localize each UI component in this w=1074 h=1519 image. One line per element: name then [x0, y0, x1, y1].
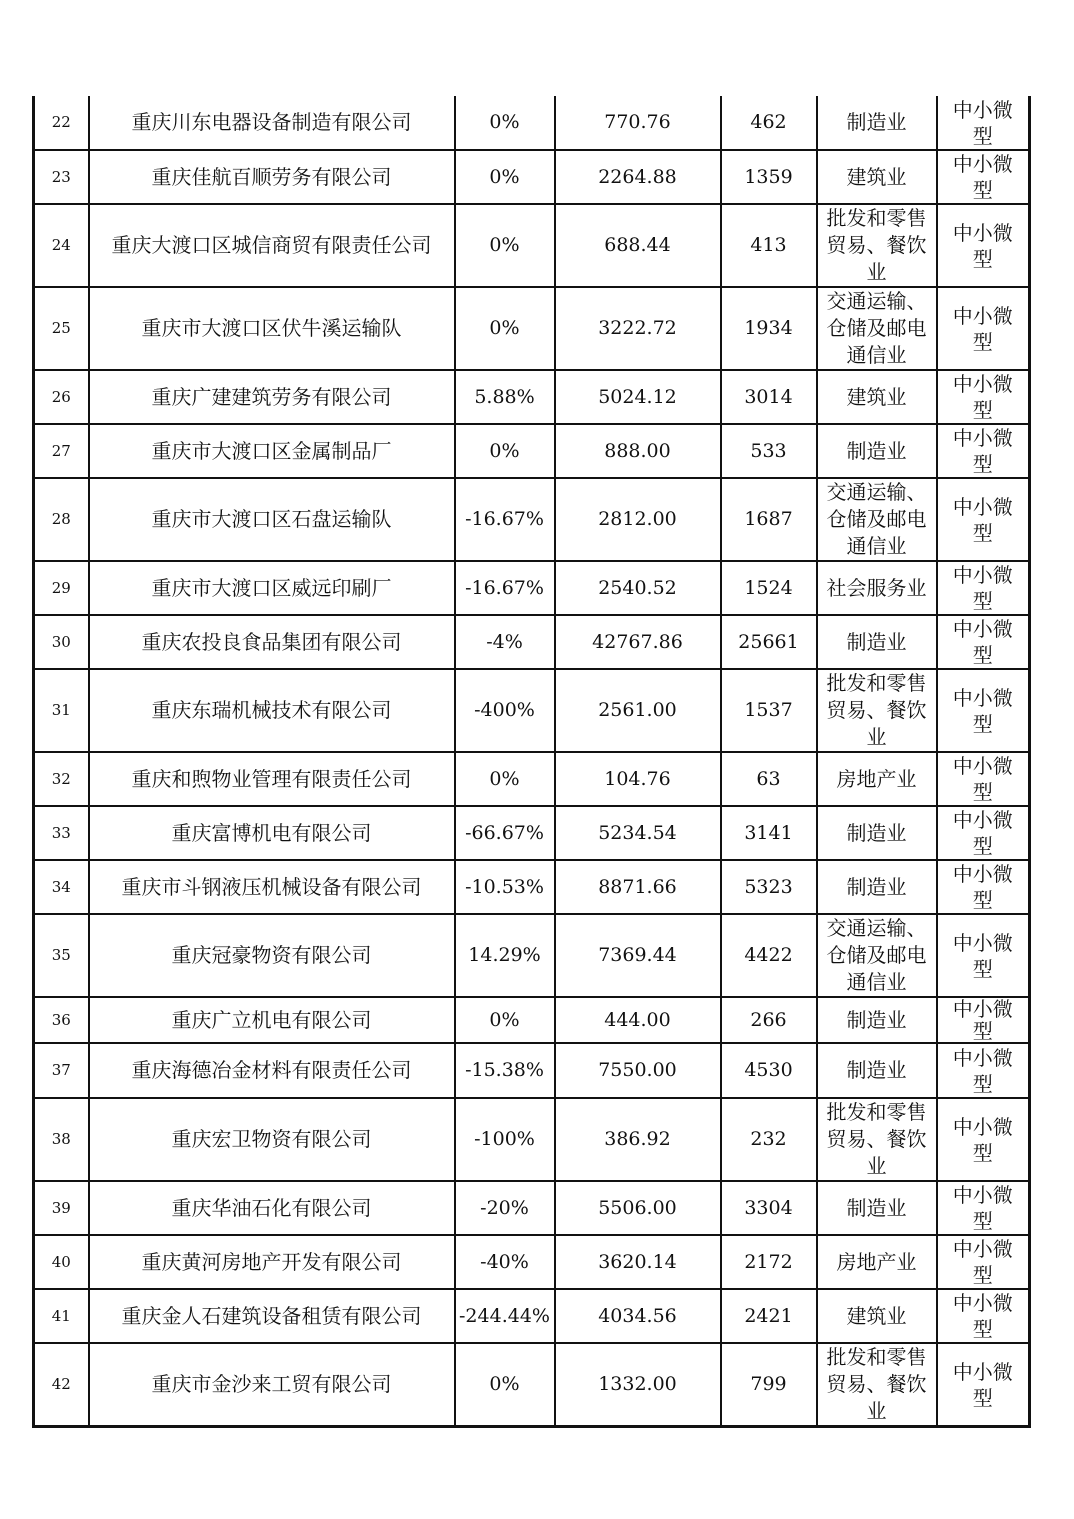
change-rate-cell: 0%	[455, 287, 555, 370]
count-value-cell: 25661	[721, 615, 817, 669]
count-value-cell: 3141	[721, 806, 817, 860]
amount-value-cell: 386.92	[555, 1098, 721, 1181]
count-value-cell: 266	[721, 997, 817, 1043]
count-value-cell: 4530	[721, 1043, 817, 1098]
amount-value-cell: 8871.66	[555, 860, 721, 914]
table-row	[34, 478, 1030, 561]
row-number-cell: 32	[34, 752, 89, 806]
amount-value-cell: 4034.56	[555, 1289, 721, 1343]
table-row	[34, 1343, 1030, 1427]
industry-type-cell: 批发和零售贸易、餐饮业	[817, 204, 937, 287]
count-value-cell: 1537	[721, 669, 817, 752]
change-rate-cell: 0%	[455, 96, 555, 150]
change-rate-cell: -10.53%	[455, 860, 555, 914]
table-row	[34, 860, 1030, 914]
enterprise-size-cell: 中小微型	[937, 1098, 1030, 1181]
enterprise-size-cell: 中小微型	[937, 478, 1030, 561]
table-row	[34, 424, 1030, 478]
enterprise-size-cell: 中小微型	[937, 370, 1030, 424]
change-rate-cell: -16.67%	[455, 478, 555, 561]
company-name-cell: 重庆华油石化有限公司	[89, 1181, 455, 1235]
enterprise-size-cell: 中小微型	[937, 860, 1030, 914]
company-name-cell: 重庆广建建筑劳务有限公司	[89, 370, 455, 424]
change-rate-cell: -400%	[455, 669, 555, 752]
amount-value-cell: 7369.44	[555, 914, 721, 997]
enterprise-size-cell: 中小微型	[937, 287, 1030, 370]
count-value-cell: 2172	[721, 1235, 817, 1289]
change-rate-cell: -100%	[455, 1098, 555, 1181]
change-rate-cell: 14.29%	[455, 914, 555, 997]
industry-type-cell: 交通运输、仓储及邮电通信业	[817, 478, 937, 561]
amount-value-cell: 1332.00	[555, 1343, 721, 1427]
count-value-cell: 2421	[721, 1289, 817, 1343]
table-row	[34, 806, 1030, 860]
industry-type-cell: 制造业	[817, 860, 937, 914]
industry-type-cell: 社会服务业	[817, 561, 937, 615]
change-rate-cell: 0%	[455, 1343, 555, 1427]
enterprise-size-cell: 中小微型	[937, 806, 1030, 860]
count-value-cell: 63	[721, 752, 817, 806]
table-row	[34, 1235, 1030, 1289]
amount-value-cell: 5234.54	[555, 806, 721, 860]
count-value-cell: 1687	[721, 478, 817, 561]
company-name-cell: 重庆宏卫物资有限公司	[89, 1098, 455, 1181]
company-name-cell: 重庆金人石建筑设备租赁有限公司	[89, 1289, 455, 1343]
company-name-cell: 重庆佳航百顺劳务有限公司	[89, 150, 455, 204]
row-number-cell: 30	[34, 615, 89, 669]
change-rate-cell: 0%	[455, 997, 555, 1043]
company-name-cell: 重庆富博机电有限公司	[89, 806, 455, 860]
enterprise-size-cell: 中小微型	[937, 1289, 1030, 1343]
count-value-cell: 5323	[721, 860, 817, 914]
industry-type-cell: 制造业	[817, 424, 937, 478]
row-number-cell: 41	[34, 1289, 89, 1343]
change-rate-cell: -66.67%	[455, 806, 555, 860]
row-number-cell: 33	[34, 806, 89, 860]
row-number-cell: 31	[34, 669, 89, 752]
amount-value-cell: 688.44	[555, 204, 721, 287]
table-row	[34, 1043, 1030, 1098]
count-value-cell: 1934	[721, 287, 817, 370]
enterprise-size-cell: 中小微型	[937, 914, 1030, 997]
company-name-cell: 重庆市大渡口区金属制品厂	[89, 424, 455, 478]
industry-type-cell: 建筑业	[817, 1289, 937, 1343]
count-value-cell: 4422	[721, 914, 817, 997]
amount-value-cell: 2540.52	[555, 561, 721, 615]
enterprise-size-cell: 中小微型	[937, 669, 1030, 752]
industry-type-cell: 建筑业	[817, 370, 937, 424]
enterprise-size-cell: 中小微型	[937, 1181, 1030, 1235]
amount-value-cell: 444.00	[555, 997, 721, 1043]
industry-type-cell: 批发和零售贸易、餐饮业	[817, 1343, 937, 1427]
row-number-cell: 38	[34, 1098, 89, 1181]
count-value-cell: 3304	[721, 1181, 817, 1235]
row-number-cell: 29	[34, 561, 89, 615]
industry-type-cell: 制造业	[817, 1043, 937, 1098]
enterprise-size-cell: 中小微型	[937, 997, 1030, 1043]
company-name-cell: 重庆和煦物业管理有限责任公司	[89, 752, 455, 806]
amount-value-cell: 2264.88	[555, 150, 721, 204]
count-value-cell: 462	[721, 96, 817, 150]
change-rate-cell: -244.44%	[455, 1289, 555, 1343]
industry-type-cell: 制造业	[817, 615, 937, 669]
industry-type-cell: 建筑业	[817, 150, 937, 204]
amount-value-cell: 42767.86	[555, 615, 721, 669]
table-row	[34, 615, 1030, 669]
amount-value-cell: 7550.00	[555, 1043, 721, 1098]
amount-value-cell: 104.76	[555, 752, 721, 806]
amount-value-cell: 2812.00	[555, 478, 721, 561]
change-rate-cell: 0%	[455, 150, 555, 204]
change-rate-cell: -4%	[455, 615, 555, 669]
change-rate-cell: 5.88%	[455, 370, 555, 424]
table-row	[34, 204, 1030, 287]
row-number-cell: 36	[34, 997, 89, 1043]
company-name-cell: 重庆广立机电有限公司	[89, 997, 455, 1043]
industry-type-cell: 批发和零售贸易、餐饮业	[817, 669, 937, 752]
enterprise-size-cell: 中小微型	[937, 615, 1030, 669]
count-value-cell: 413	[721, 204, 817, 287]
count-value-cell: 1524	[721, 561, 817, 615]
company-name-cell: 重庆农投良食品集团有限公司	[89, 615, 455, 669]
table-body	[34, 96, 1030, 1427]
company-name-cell: 重庆市大渡口区伏牛溪运输队	[89, 287, 455, 370]
change-rate-cell: 0%	[455, 204, 555, 287]
change-rate-cell: -16.67%	[455, 561, 555, 615]
industry-type-cell: 制造业	[817, 96, 937, 150]
industry-type-cell: 交通运输、仓储及邮电通信业	[817, 287, 937, 370]
count-value-cell: 1359	[721, 150, 817, 204]
company-name-cell: 重庆冠豪物资有限公司	[89, 914, 455, 997]
row-number-cell: 39	[34, 1181, 89, 1235]
enterprise-size-cell: 中小微型	[937, 1043, 1030, 1098]
company-name-cell: 重庆川东电器设备制造有限公司	[89, 96, 455, 150]
enterprise-size-cell: 中小微型	[937, 204, 1030, 287]
industry-type-cell: 制造业	[817, 806, 937, 860]
change-rate-cell: 0%	[455, 752, 555, 806]
row-number-cell: 34	[34, 860, 89, 914]
table-row	[34, 561, 1030, 615]
industry-type-cell: 交通运输、仓储及邮电通信业	[817, 914, 937, 997]
table-row	[34, 96, 1030, 150]
amount-value-cell: 3222.72	[555, 287, 721, 370]
table-row	[34, 1289, 1030, 1343]
change-rate-cell: -40%	[455, 1235, 555, 1289]
enterprise-size-cell: 中小微型	[937, 1235, 1030, 1289]
row-number-cell: 35	[34, 914, 89, 997]
table-row	[34, 150, 1030, 204]
table-row	[34, 370, 1030, 424]
row-number-cell: 23	[34, 150, 89, 204]
company-name-cell: 重庆市金沙来工贸有限公司	[89, 1343, 455, 1427]
industry-type-cell: 房地产业	[817, 1235, 937, 1289]
industry-type-cell: 制造业	[817, 1181, 937, 1235]
table-row	[34, 669, 1030, 752]
company-name-cell: 重庆海德冶金材料有限责任公司	[89, 1043, 455, 1098]
industry-type-cell: 房地产业	[817, 752, 937, 806]
enterprise-size-cell: 中小微型	[937, 424, 1030, 478]
company-name-cell: 重庆市大渡口区威远印刷厂	[89, 561, 455, 615]
enterprise-size-cell: 中小微型	[937, 1343, 1030, 1427]
amount-value-cell: 5024.12	[555, 370, 721, 424]
count-value-cell: 799	[721, 1343, 817, 1427]
row-number-cell: 40	[34, 1235, 89, 1289]
count-value-cell: 3014	[721, 370, 817, 424]
company-name-cell: 重庆市斗钢液压机械设备有限公司	[89, 860, 455, 914]
enterprise-size-cell: 中小微型	[937, 752, 1030, 806]
enterprise-size-cell: 中小微型	[937, 561, 1030, 615]
enterprise-size-cell: 中小微型	[937, 96, 1030, 150]
enterprise-table	[32, 96, 1031, 1428]
amount-value-cell: 5506.00	[555, 1181, 721, 1235]
industry-type-cell: 批发和零售贸易、餐饮业	[817, 1098, 937, 1181]
table-row	[34, 1098, 1030, 1181]
table-row	[34, 1181, 1030, 1235]
amount-value-cell: 770.76	[555, 96, 721, 150]
industry-type-cell: 制造业	[817, 997, 937, 1043]
amount-value-cell: 2561.00	[555, 669, 721, 752]
row-number-cell: 26	[34, 370, 89, 424]
table-row	[34, 997, 1030, 1043]
count-value-cell: 232	[721, 1098, 817, 1181]
company-name-cell: 重庆东瑞机械技术有限公司	[89, 669, 455, 752]
change-rate-cell: -15.38%	[455, 1043, 555, 1098]
row-number-cell: 24	[34, 204, 89, 287]
row-number-cell: 42	[34, 1343, 89, 1427]
table-row	[34, 752, 1030, 806]
amount-value-cell: 3620.14	[555, 1235, 721, 1289]
change-rate-cell: -20%	[455, 1181, 555, 1235]
row-number-cell: 28	[34, 478, 89, 561]
company-name-cell: 重庆市大渡口区石盘运输队	[89, 478, 455, 561]
count-value-cell: 533	[721, 424, 817, 478]
enterprise-table-container	[32, 96, 1028, 1428]
company-name-cell: 重庆大渡口区城信商贸有限责任公司	[89, 204, 455, 287]
row-number-cell: 22	[34, 96, 89, 150]
row-number-cell: 25	[34, 287, 89, 370]
amount-value-cell: 888.00	[555, 424, 721, 478]
enterprise-size-cell: 中小微型	[937, 150, 1030, 204]
row-number-cell: 37	[34, 1043, 89, 1098]
table-row	[34, 287, 1030, 370]
change-rate-cell: 0%	[455, 424, 555, 478]
row-number-cell: 27	[34, 424, 89, 478]
company-name-cell: 重庆黄河房地产开发有限公司	[89, 1235, 455, 1289]
table-row	[34, 914, 1030, 997]
